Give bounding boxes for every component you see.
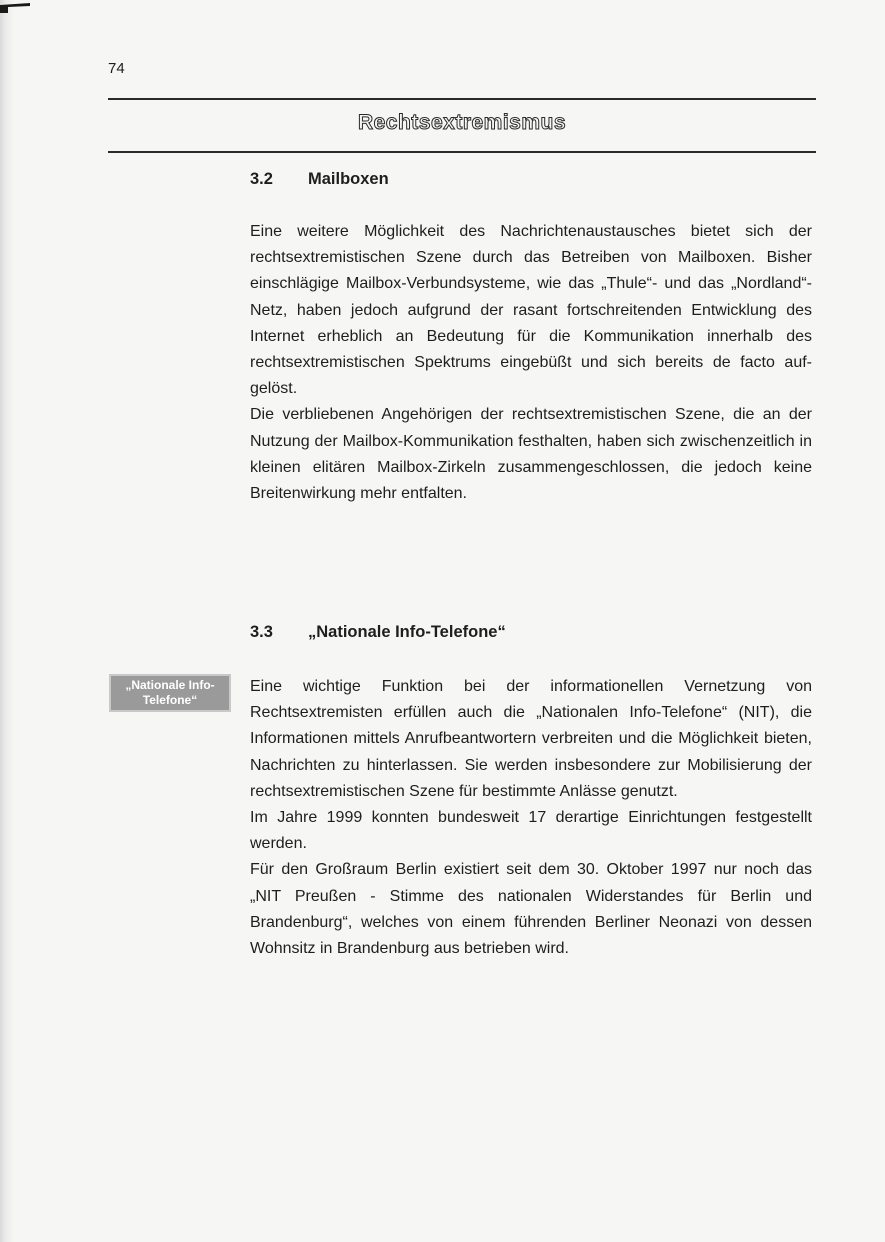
paragraph: Im Jahre 1999 konnten bundesweit 17 derartige Einrichtungen festgestellt werden. [250, 809, 812, 853]
header-rule-bottom [108, 151, 816, 153]
section-title [250, 170, 812, 189]
page-number: 74 [108, 60, 125, 77]
margin-note-line: „Nationale Info- [125, 678, 215, 692]
section-title-text: Mailboxen [308, 170, 389, 188]
margin-note [109, 674, 231, 712]
section-mailboxen-body [250, 219, 812, 507]
paragraph: Eine weitere Möglichkeit des Nachrichtenaustausches bietet sich der rechtsextremistischen Szene durch das Betreiben von Mailboxen. Bisher einschlägige Mailbox-Verbundsysteme, wie das „Thule“- und das „Nordland“-Netz, haben jedoch aufgrund der rasant fortschreitenden Entwicklung des Internet erheblich an Bedeutung für die Kommunikation innerhalb des rechtsextremistischen Spektrums eingebüßt und sich bereits de facto aufgelöst. [250, 223, 812, 398]
paragraph: Eine wichtige Funktion bei der informationellen Vernetzung von Rechtsextremisten erfüllen auch die „Nationalen Info-Telefone“ (NIT), die Informationen mittels Anrufbeantwortern verbreiten und die Möglichkeit bieten, Nachrichten zu hinterlassen. Sie werden insbesondere zur Mobilisierung der rechtsextremistischen Szene für bestimmte Anlässe genutzt. [250, 678, 812, 800]
section-title [250, 623, 812, 642]
scan-corner-mark [0, 3, 30, 13]
page-edge-shadow [0, 0, 14, 1242]
running-header: Rechtsextremismus [357, 111, 567, 134]
section-info-telefone-body [250, 674, 812, 962]
margin-note-line: Telefone“ [142, 693, 198, 707]
section-info-telefone-heading [250, 623, 812, 642]
section-mailboxen-heading [250, 170, 812, 189]
section-number: 3.3 [250, 623, 273, 641]
header-rule-top [108, 98, 816, 100]
section-title-text: „Nationale Info-Telefone“ [308, 623, 506, 641]
paragraph: Für den Großraum Berlin existiert seit dem 30. Oktober 1997 nur noch das „NIT Preußen - Stimme des nationalen Widerstandes für Berlin und Brandenburg“, welches von einem führenden Berliner Neonazi von dessen Wohnsitz in Brandenburg aus betrieben wird. [250, 861, 812, 958]
paragraph: Die verbliebenen Angehörigen der rechtsextremistischen Szene, die an der Nutzung der Mailbox-Kommunikation festhalten, haben sich zwischenzeitlich in kleinen elitären Mailbox-Zirkeln zusammengeschlossen, die jedoch keine Breitenwirkung mehr entfalten. [250, 406, 812, 503]
section-number: 3.2 [250, 170, 273, 188]
